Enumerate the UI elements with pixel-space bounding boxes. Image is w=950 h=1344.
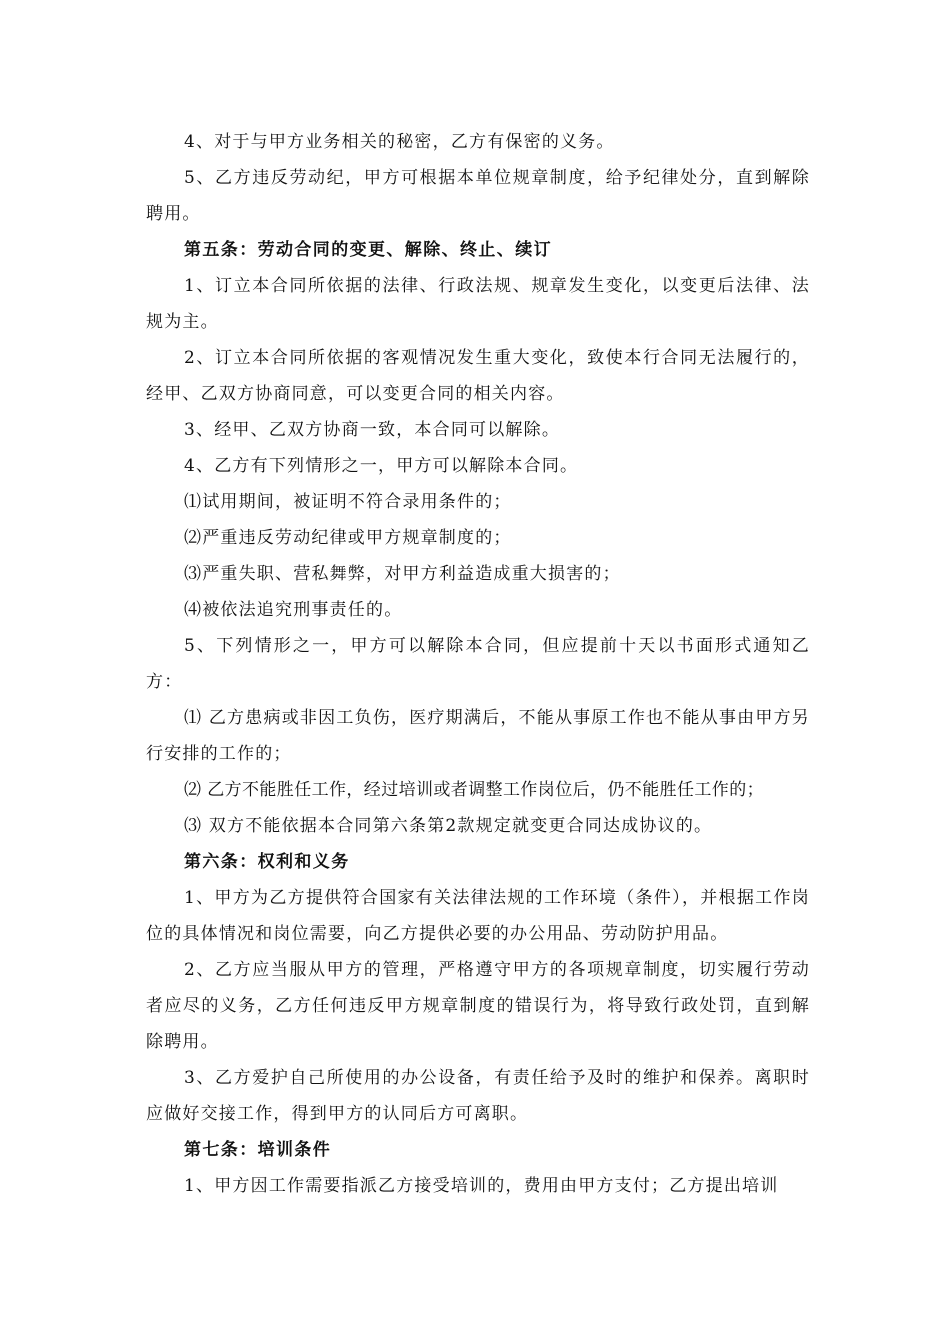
article-5-item-5: 5、下列情形之一，甲方可以解除本合同，但应提前十天以书面形式通知乙方：	[146, 636, 810, 692]
article-5-item-3: 3、经甲、乙双方协商一致，本合同可以解除。	[184, 420, 561, 440]
article-7-heading: 第七条：培训条件	[184, 1140, 332, 1160]
article-6-item-2: 2、乙方应当服从甲方的管理，严格遵守甲方的各项规章制度，切实履行劳动者应尽的义务，乙方任何违反甲方规章制度的错误行为，将导致行政处罚，直到解除聘用。	[146, 960, 810, 1052]
article-5-heading: 第五条：劳动合同的变更、解除、终止、续订	[184, 240, 552, 260]
article-5-item-5-sub-3: ⑶ 双方不能依据本合同第六条第2款规定就变更合同达成协议的。	[184, 816, 713, 836]
article-5-item-4-sub-3: ⑶严重失职、营私舞弊，对甲方利益造成重大损害的；	[184, 564, 621, 584]
contract-body	[146, 124, 810, 1204]
article-5-item-4-sub-1: ⑴试用期间，被证明不符合录用条件的；	[184, 492, 512, 512]
article-5-item-4-sub-2: ⑵严重违反劳动纪律或甲方规章制度的；	[184, 528, 512, 548]
clause-4-confidentiality: 4、对于与甲方业务相关的秘密，乙方有保密的义务。	[184, 132, 615, 152]
article-5-item-5-sub-2: ⑵ 乙方不能胜任工作，经过培训或者调整工作岗位后，仍不能胜任工作的；	[184, 780, 765, 800]
article-5-item-1: 1、订立本合同所依据的法律、行政法规、规章发生变化，以变更后法律、法规为主。	[146, 276, 810, 332]
article-6-heading: 第六条：权利和义务	[184, 852, 350, 872]
article-5-item-4: 4、乙方有下列情形之一，甲方可以解除本合同。	[184, 456, 579, 476]
clause-5-discipline: 5、乙方违反劳动纪，甲方可根据本单位规章制度，给予纪律处分，直到解除聘用。	[146, 168, 810, 224]
article-6-item-1: 1、甲方为乙方提供符合国家有关法律法规的工作环境（条件），并根据工作岗位的具体情况和岗位需要，向乙方提供必要的办公用品、劳动防护用品。	[146, 888, 810, 944]
article-6-item-3: 3、乙方爱护自己所使用的办公设备，有责任给予及时的维护和保养。离职时应做好交接工作，得到甲方的认同后方可离职。	[146, 1068, 810, 1124]
article-5-item-4-sub-4: ⑷被依法追究刑事责任的。	[184, 600, 403, 620]
article-5-item-5-sub-1: ⑴ 乙方患病或非因工负伤，医疗期满后，不能从事原工作也不能从事由甲方另行安排的工作的；	[146, 708, 810, 764]
article-5-item-2: 2、订立本合同所依据的客观情况发生重大变化，致使本行合同无法履行的，经甲、乙双方协商同意，可以变更合同的相关内容。	[146, 348, 810, 404]
article-7-item-1: 1、甲方因工作需要指派乙方接受培训的，费用由甲方支付；乙方提出培训	[184, 1176, 779, 1196]
